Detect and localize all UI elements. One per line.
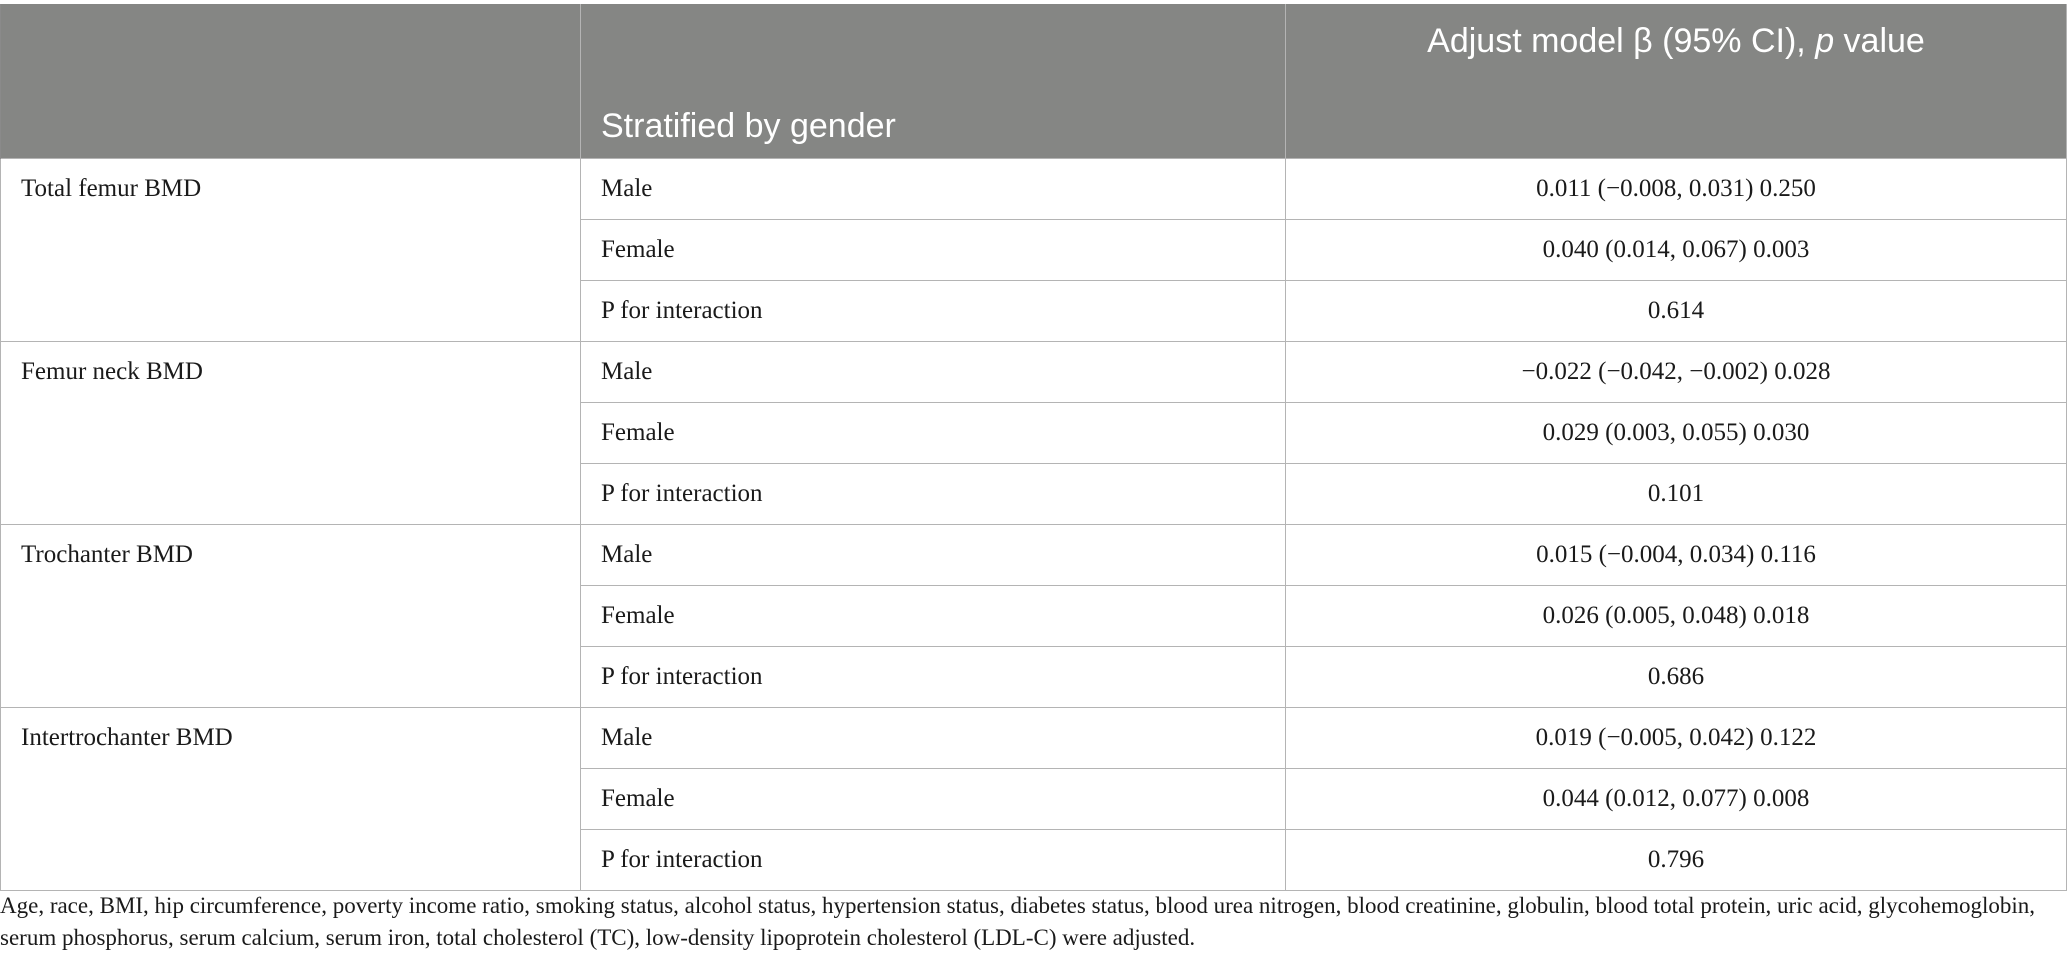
- results-table: [0, 4, 2067, 891]
- table-row: [1, 708, 2067, 769]
- subgroup-cell: Male: [581, 708, 1286, 769]
- measure-cell: Femur neck BMD: [1, 342, 581, 525]
- subgroup-cell: Male: [581, 525, 1286, 586]
- header-row: [1, 4, 2067, 159]
- subgroup-cell: Female: [581, 220, 1286, 281]
- subgroup-cell: Female: [581, 769, 1286, 830]
- value-cell: −0.022 (−0.042, −0.002) 0.028: [1286, 342, 2067, 403]
- measure-cell: Intertrochanter BMD: [1, 708, 581, 891]
- table-header: [1, 4, 2067, 159]
- subgroup-cell: Male: [581, 342, 1286, 403]
- value-cell: 0.015 (−0.004, 0.034) 0.116: [1286, 525, 2067, 586]
- value-cell: 0.686: [1286, 647, 2067, 708]
- header-stratified-by-gender: Stratified by gender: [581, 4, 1286, 159]
- subgroup-cell: P for interaction: [581, 830, 1286, 891]
- subgroup-cell: P for interaction: [581, 647, 1286, 708]
- table-body: [1, 159, 2067, 891]
- subgroup-cell: Male: [581, 159, 1286, 220]
- measure-cell: Total femur BMD: [1, 159, 581, 342]
- header-measure: [1, 4, 581, 159]
- value-cell: 0.044 (0.012, 0.077) 0.008: [1286, 769, 2067, 830]
- value-cell: 0.614: [1286, 281, 2067, 342]
- value-cell: 0.040 (0.014, 0.067) 0.003: [1286, 220, 2067, 281]
- header-adjust-model: Adjust model β (95% CI), p value: [1286, 4, 2067, 159]
- value-cell: 0.011 (−0.008, 0.031) 0.250: [1286, 159, 2067, 220]
- value-cell: 0.029 (0.003, 0.055) 0.030: [1286, 403, 2067, 464]
- value-cell: 0.796: [1286, 830, 2067, 891]
- table-footnote: Age, race, BMI, hip circumference, poverty income ratio, smoking status, alcohol status, hypertension status, diabetes status, blood urea nitrogen, blood creatinine, globulin, blood total protein, uric acid, glycohemoglobin, serum phosphorus, serum calcium, serum iron, total cholesterol (TC), low-density lipoprotein cholesterol (LDL-C) were adjusted.: [0, 893, 2036, 950]
- subgroup-cell: P for interaction: [581, 281, 1286, 342]
- value-cell: 0.019 (−0.005, 0.042) 0.122: [1286, 708, 2067, 769]
- table-row: [1, 342, 2067, 403]
- subgroup-cell: P for interaction: [581, 464, 1286, 525]
- subgroup-cell: Female: [581, 403, 1286, 464]
- table-row: [1, 525, 2067, 586]
- value-cell: 0.101: [1286, 464, 2067, 525]
- subgroup-cell: Female: [581, 586, 1286, 647]
- measure-cell: Trochanter BMD: [1, 525, 581, 708]
- value-cell: 0.026 (0.005, 0.048) 0.018: [1286, 586, 2067, 647]
- table-row: [1, 159, 2067, 220]
